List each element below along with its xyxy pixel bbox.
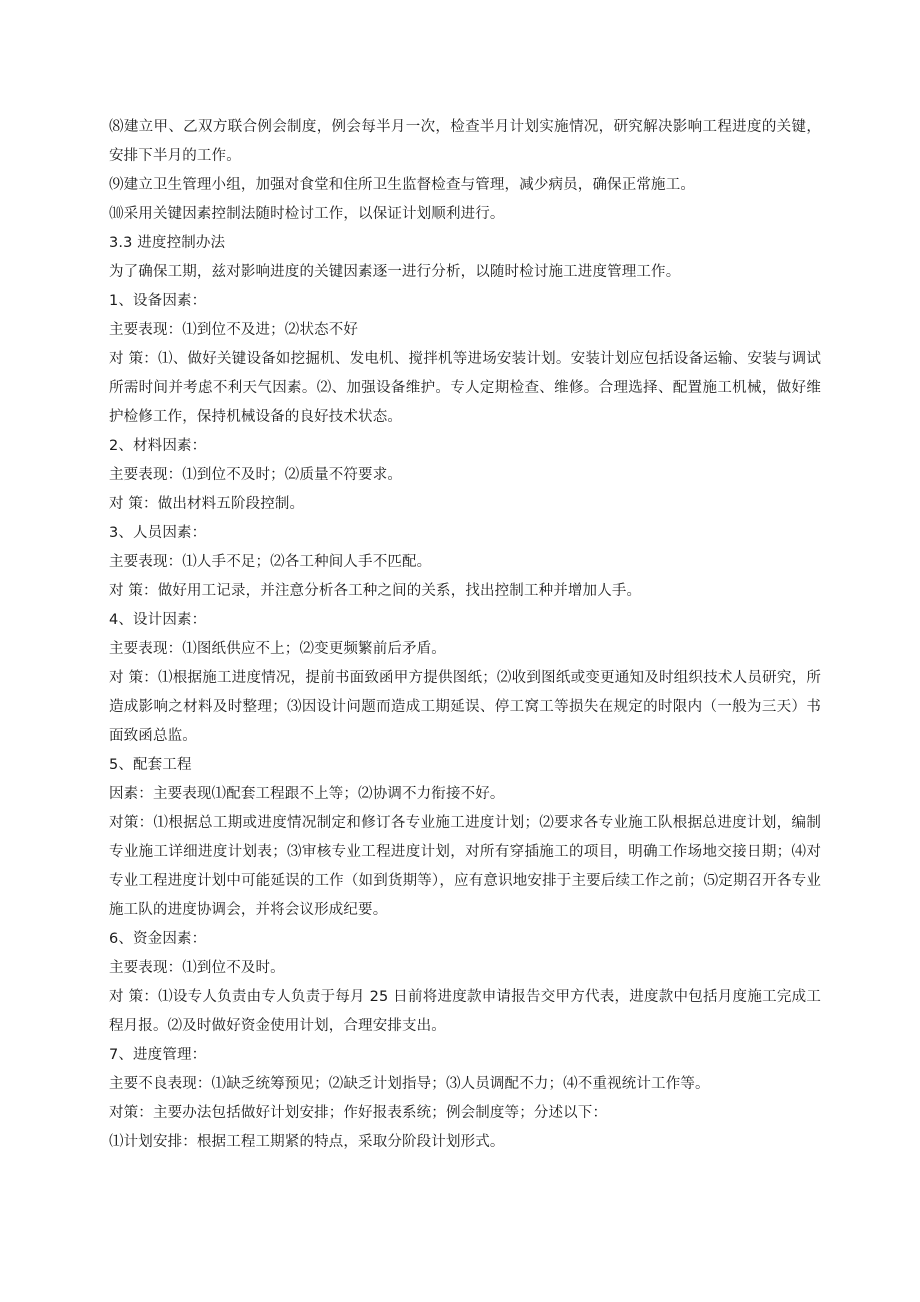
section-intro: 为了确保工期，兹对影响进度的关键因素逐一进行分析，以随时检讨施工进度管理工作。: [109, 264, 681, 280]
factor-2-measures: 对 策：做出材料五阶段控制。: [109, 496, 305, 512]
factor-7-measures: 对策：主要办法包括做好计划安排；作好报表系统；例会制度等；分述以下：: [109, 1105, 608, 1121]
plan-arrangement: ⑴计划安排：根据工程工期紧的特点，采取分阶段计划形式。: [109, 1134, 505, 1150]
item-9-health-group: ⑼建立卫生管理小组，加强对食堂和住所卫生监督检查与管理，减少病员，确保正常施工。: [109, 177, 695, 193]
factor-5-measures: 对策：⑴根据总工期或进度情况制定和修订各专业施工进度计划；⑵要求各专业施工队根据总进度计划，编制专业施工详细进度计划表；⑶审核专业工程进度计划，对所有穿插施工的项目，明确工作场地交接日期；⑷对专业工程进度计划中可能延误的工作（如到货期等），应有意识地安排于主要后续工作之前；⑸定期召开各专业施工队的进度协调会，并将会议形成纪要。: [109, 815, 821, 918]
factor-2-heading: 2、材料因素：: [109, 438, 207, 454]
factor-4-measures: 对 策：⑴根据施工进度情况，提前书面致函甲方提供图纸；⑵收到图纸或变更通知及时组织技术人员研究，所造成影响之材料及时整理；⑶因设计问题而造成工期延误、停工窝工等损失在规定的时限内（一般为三天）书面致函总监。: [109, 670, 821, 744]
document-body: [109, 113, 821, 1157]
factor-6-symptoms: 主要表现：⑴到位不及时。: [109, 960, 285, 976]
factor-6-heading: 6、资金因素：: [109, 931, 207, 947]
item-10-key-factor-control: ⑽采用关键因素控制法随时检讨工作，以保证计划顺利进行。: [109, 206, 505, 222]
factor-3-heading: 3、人员因素：: [109, 525, 207, 541]
factor-2-symptoms: 主要表现：⑴到位不及时；⑵质量不符要求。: [109, 467, 402, 483]
factor-7-symptoms: 主要不良表现：⑴缺乏统筹预见；⑵缺乏计划指导；⑶人员调配不力；⑷不重视统计工作等。: [109, 1076, 710, 1092]
factor-4-heading: 4、设计因素：: [109, 612, 207, 628]
factor-3-measures: 对 策：做好用工记录，并注意分析各工种之间的关系，找出控制工种并增加人手。: [109, 583, 642, 599]
factor-1-heading: 1、设备因素：: [109, 293, 207, 309]
factor-4-symptoms: 主要表现：⑴图纸供应不上；⑵变更频繁前后矛盾。: [109, 641, 446, 657]
item-8-joint-meeting: ⑻建立甲、乙双方联合例会制度，例会每半月一次，检查半月计划实施情况，研究解决影响工程进度的关键，安排下半月的工作。: [109, 119, 821, 164]
factor-3-symptoms: 主要表现：⑴人手不足；⑵各工种间人手不匹配。: [109, 554, 432, 570]
factor-1-symptoms: 主要表现：⑴到位不及进；⑵状态不好: [109, 322, 359, 338]
factor-5-heading: 5、配套工程: [109, 757, 192, 773]
factor-1-measures: 对 策：⑴、做好关键设备如挖掘机、发电机、搅拌机等进场安装计划。安装计划应包括设备运输、安装与调试所需时间并考虑不利天气因素。⑵、加强设备维护。专人定期检查、维修。合理选择、配置施工机械，做好维护检修工作，保持机械设备的良好技术状态。: [109, 351, 821, 425]
factor-6-measures: 对 策：⑴设专人负责由专人负责于每月 25 日前将进度款申请报告交甲方代表，进度款中包括月度施工完成工程月报。⑵及时做好资金使用计划，合理安排支出。: [109, 989, 821, 1034]
factor-7-heading: 7、进度管理：: [109, 1047, 207, 1063]
section-heading-3-3: 3.3 进度控制办法: [109, 235, 226, 251]
factor-5-symptoms: 因素：主要表现⑴配套工程跟不上等；⑵协调不力衔接不好。: [109, 786, 505, 802]
